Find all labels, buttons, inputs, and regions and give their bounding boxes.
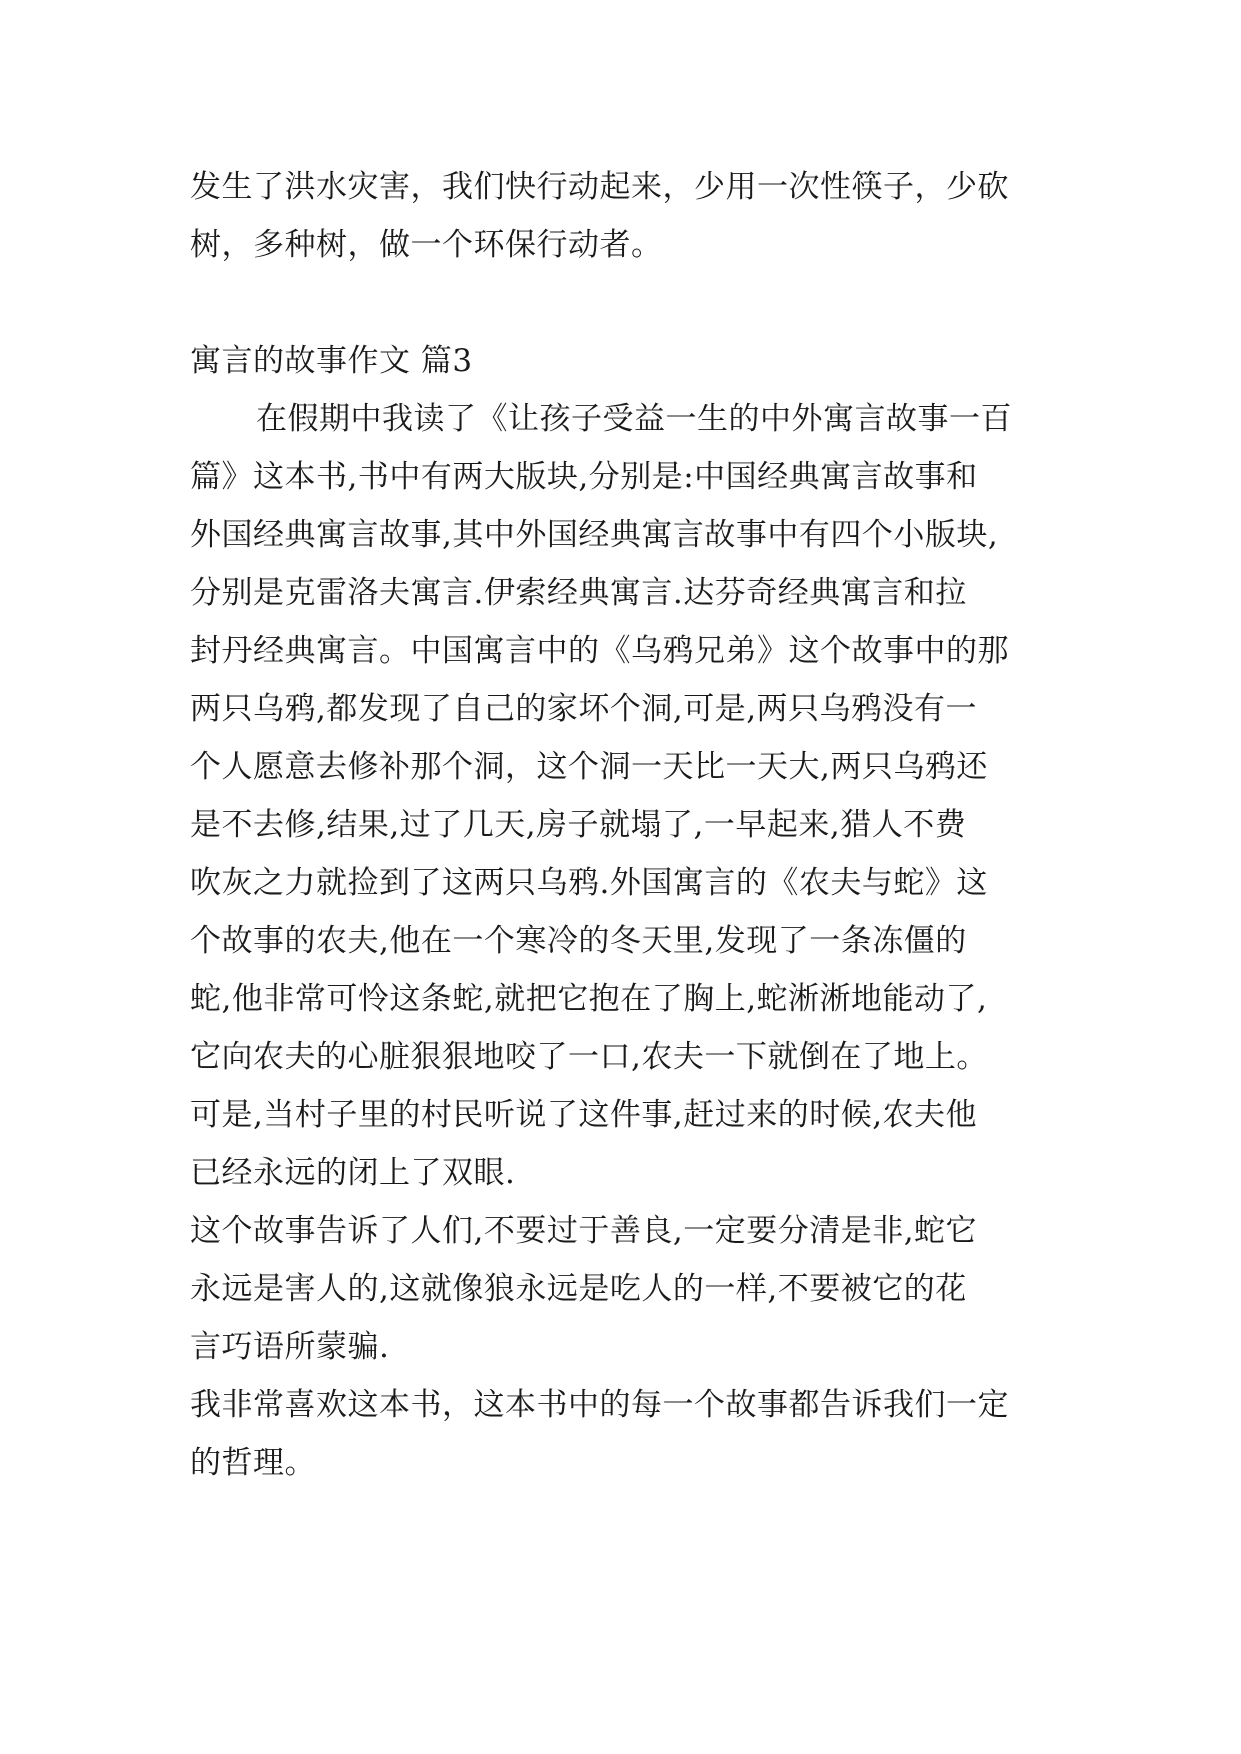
paragraph3-line-2: 的哲理。 (190, 1445, 316, 1481)
paragraph2-line-2: 永远是害人的,这就像狼永远是吃人的一样,不要被它的花 (190, 1271, 967, 1307)
paragraph1-line-1: 在假期中我读了《让孩子受益一生的中外寓言故事一百 (256, 401, 1012, 437)
paragraph1-line-5: 封丹经典寓言。中国寓言中的《乌鸦兄弟》这个故事中的那 (190, 633, 1009, 669)
paragraph3-line-1: 我非常喜欢这本书，这本书中的每一个故事都告诉我们一定 (190, 1387, 1009, 1423)
section-heading: 寓言的故事作文 篇3 (190, 343, 473, 379)
paragraph1-line-7: 个人愿意去修补那个洞，这个洞一天比一天大,两只乌鸦还 (190, 749, 988, 785)
paragraph1-line-6: 两只乌鸦,都发现了自己的家坏个洞,可是,两只乌鸦没有一 (190, 691, 978, 727)
paragraph2-line-3: 言巧语所蒙骗. (190, 1329, 390, 1365)
paragraph1-line-14: 已经永远的闭上了双眼. (190, 1155, 516, 1191)
paragraph1-line-12: 它向农夫的心脏狠狠地咬了一口,农夫一下就倒在了地上。 (190, 1039, 988, 1075)
blank-line (190, 274, 1060, 332)
paragraph2-line-1: 这个故事告诉了人们,不要过于善良,一定要分清是非,蛇它 (190, 1213, 978, 1249)
paragraph1-line-10: 个故事的农夫,他在一个寒冷的冬天里,发现了一条冻僵的 (190, 923, 967, 959)
paragraph1-line-4: 分别是克雷洛夫寓言.伊索经典寓言.达芬奇经典寓言和拉 (190, 575, 967, 611)
paragraph1-line-13: 可是,当村子里的村民听说了这件事,赶过来的时候,农夫他 (190, 1097, 978, 1133)
paragraph1-line-11: 蛇,他非常可怜这条蛇,就把它抱在了胸上,蛇淅淅地能动了, (190, 981, 988, 1017)
document-body (190, 158, 1060, 1492)
paragraph1-line-2: 篇》这本书,书中有两大版块,分别是:中国经典寓言故事和 (190, 459, 978, 495)
intro-line-2: 树，多种树，做一个环保行动者。 (190, 227, 663, 263)
paragraph1-line-8: 是不去修,结果,过了几天,房子就塌了,一早起来,猎人不费 (190, 807, 967, 843)
intro-line-1: 发生了洪水灾害，我们快行动起来，少用一次性筷子，少砍 (190, 169, 1009, 205)
paragraph1-line-9: 吹灰之力就捡到了这两只乌鸦.外国寓言的《农夫与蛇》这 (190, 865, 988, 901)
paragraph1-line-3: 外国经典寓言故事,其中外国经典寓言故事中有四个小版块, (190, 517, 999, 553)
